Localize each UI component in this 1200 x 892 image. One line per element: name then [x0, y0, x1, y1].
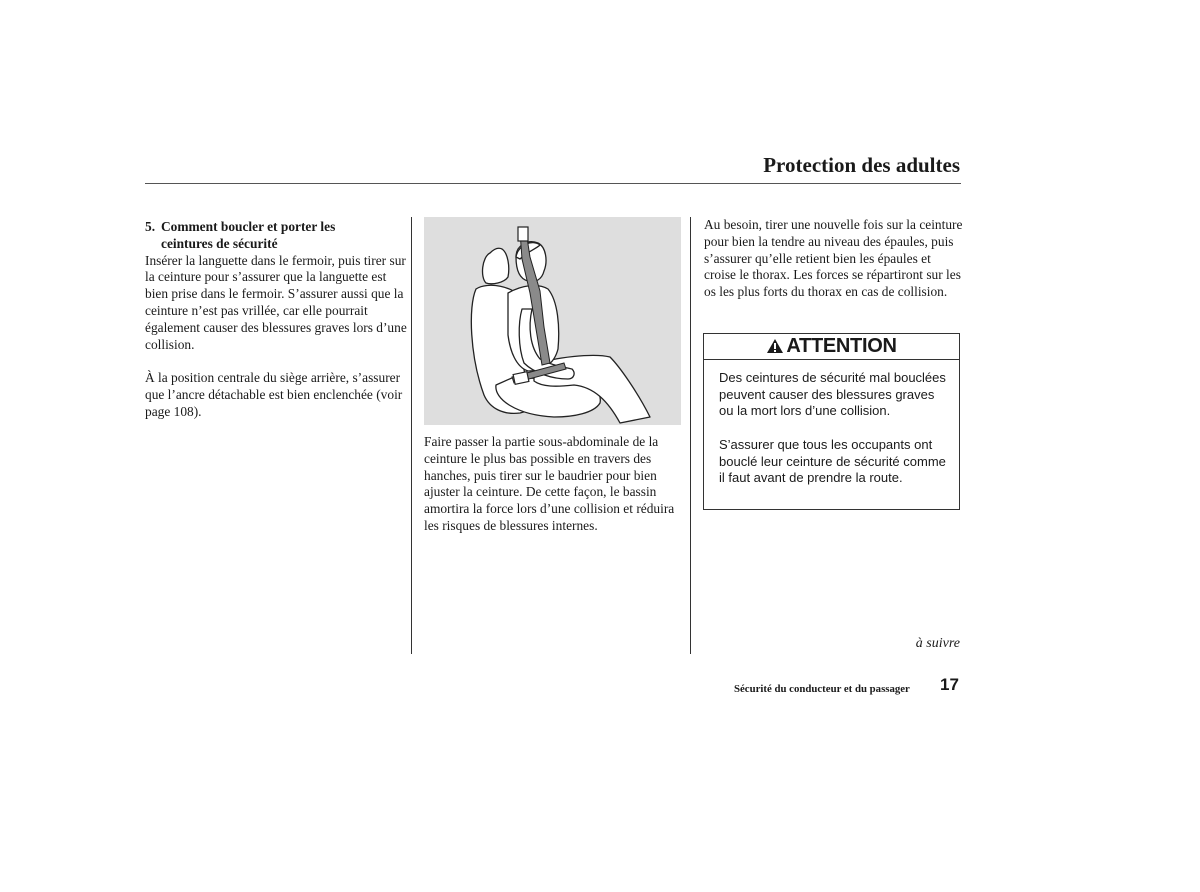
footer-section-title: Sécurité du conducteur et du passager	[734, 683, 910, 695]
attention-paragraph-1: Des ceintures de sécurité mal bouclées peuvent causer des blessures graves ou la mort lors d’une collision.	[719, 370, 946, 419]
column-divider-left	[411, 217, 412, 654]
header-divider	[145, 183, 961, 184]
instruction-paragraph-1: Insérer la languette dans le fermoir, puis tirer sur la ceinture pour s’assurer que la languette est bien prise dans le fermoir. S’assurer aussi que la ceinture n’est pas vrillée, car elle pourrait également causer des blessures graves lors d’une collision.	[145, 252, 407, 352]
attention-warning-box	[703, 333, 960, 510]
attention-body	[704, 360, 959, 487]
column-middle	[424, 434, 686, 535]
page-number: 17	[940, 675, 959, 694]
attention-paragraph-2: S’assurer que tous les occupants ont bouclé leur ceinture de sécurité comme il faut avant de prendre la route.	[719, 436, 946, 486]
warning-triangle-icon	[766, 338, 784, 354]
shoulder-belt-paragraph: Au besoin, tirer une nouvelle fois sur la ceinture pour bien la tendre au niveau des épaules, puis s’assurer qu’elle retient bien les épaules et croise le thorax. Les forces se répartiront sur les os les plus forts du thorax en cas de collision.	[704, 217, 963, 300]
column-left	[145, 219, 407, 421]
attention-title: ATTENTION	[786, 335, 897, 357]
seated-person-seatbelt-drawing	[424, 217, 681, 425]
column-divider-right	[690, 217, 691, 654]
section-heading-line1: Comment boucler et porter les	[161, 219, 336, 234]
attention-header	[704, 334, 959, 360]
column-right	[704, 217, 966, 301]
section-number: 5.	[145, 219, 156, 234]
section-heading	[145, 219, 407, 253]
instruction-paragraph-2: À la position centrale du siège arrière, s’assurer que l’ancre détachable est bien enclenchée (voir page 108).	[145, 370, 403, 419]
section-heading-line2: ceintures de sécurité	[161, 235, 278, 251]
seatbelt-illustration	[424, 217, 681, 425]
continued-label: à suivre	[915, 636, 960, 651]
page-title: Protection des adultes	[763, 153, 960, 177]
lap-belt-paragraph: Faire passer la partie sous-abdominale de la ceinture le plus bas possible en travers des hanches, puis tirer sur le baudrier pour bien ajuster la ceinture. De cette façon, le bassin amortira la force lors d’une collision et réduira les risques de blessures internes.	[424, 434, 675, 533]
